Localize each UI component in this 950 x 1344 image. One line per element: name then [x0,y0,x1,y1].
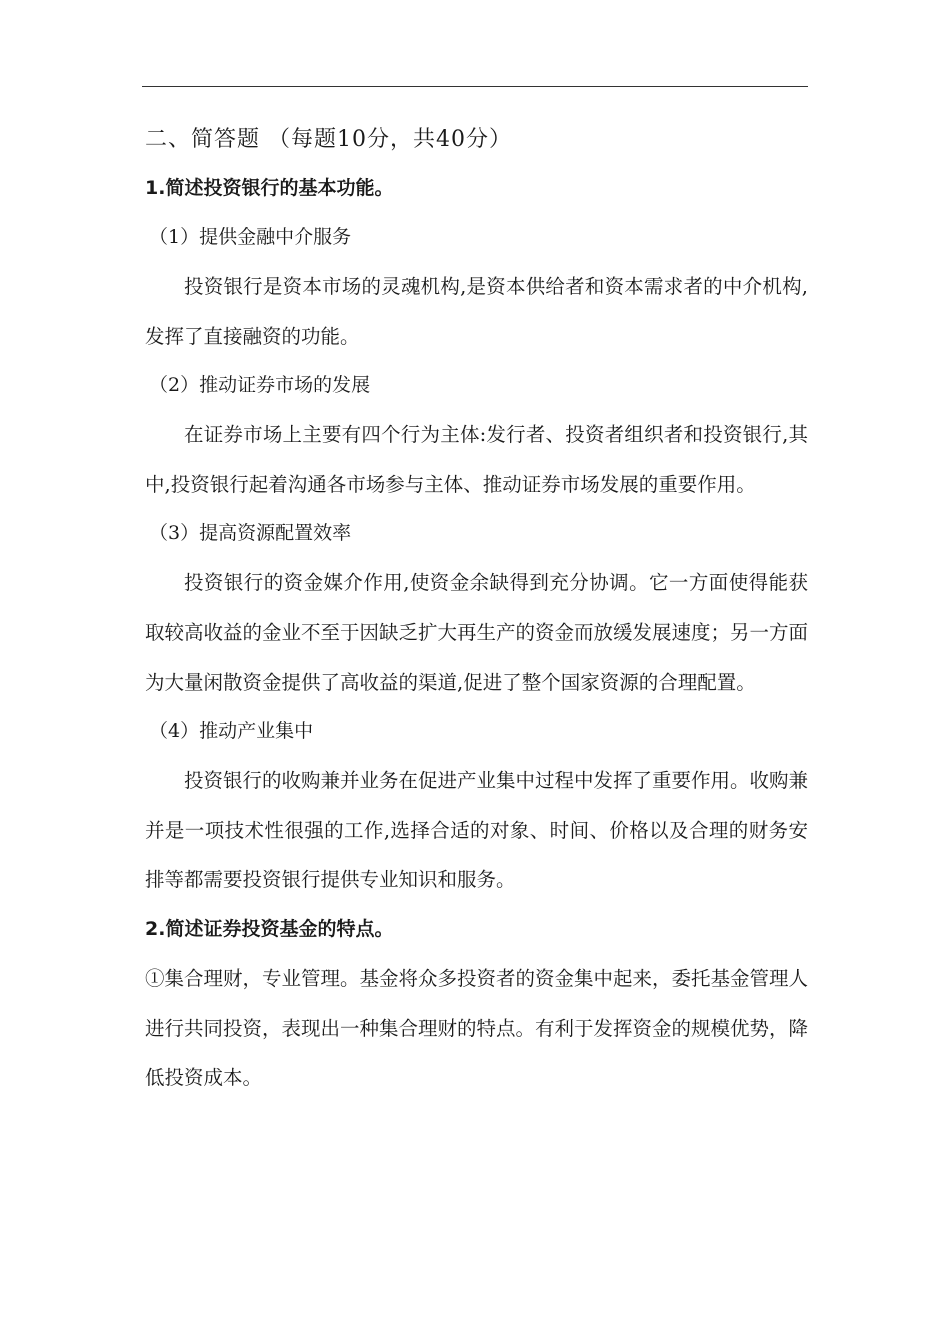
q1-item-4-text: 投资银行的收购兼并业务在促进产业集中过程中发挥了重要作用。收购兼并是一项技术性很强的工作,选择合适的对象、时间、价格以及合理的财务安排等都需要投资银行提供专业知识和服务。 [145,769,809,892]
question-1-title: 1.简述投资银行的基本功能。 [145,177,394,199]
q1-item-2-text: 在证券市场上主要有四个行为主体:发行者、投资者组织者和投资银行,其中,投资银行起着沟通各市场参与主体、推动证券市场发展的重要作用。 [145,423,808,496]
q2-item-1-text: ①集合理财，专业管理。基金将众多投资者的资金集中起来，委托基金管理人进行共同投资，表现出一种集合理财的特点。有利于发挥资金的规模优势，降低投资成本。 [145,966,809,1090]
q1-item-3-text: 投资银行的资金媒介作用,使资金余缺得到充分协调。它一方面使得能获取较高收益的金业不至于因缺乏扩大再生产的资金而放缓发展速度；另一方面为大量闲散资金提供了高收益的渠道,促进了整个国家资源的合理配置。 [145,571,809,694]
q1-item-4-heading: （4）推动产业集中 [149,720,314,743]
section-title: 二、简答题 （每题10分，共40分） [145,127,512,152]
question-2-title: 2.简述证券投资基金的特点。 [145,917,394,940]
q1-item-1-text: 投资银行是资本市场的灵魂机构,是资本供给者和资本需求者的中介机构,发挥了直接融资的功能。 [145,275,808,348]
q1-item-1-heading: （1）提供金融中介服务 [149,226,352,248]
q1-item-2-heading: （2）推动证券市场的发展 [149,374,371,397]
header-rule [142,86,808,87]
q1-item-3-heading: （3）提高资源配置效率 [149,522,352,545]
document-body [145,116,808,1103]
